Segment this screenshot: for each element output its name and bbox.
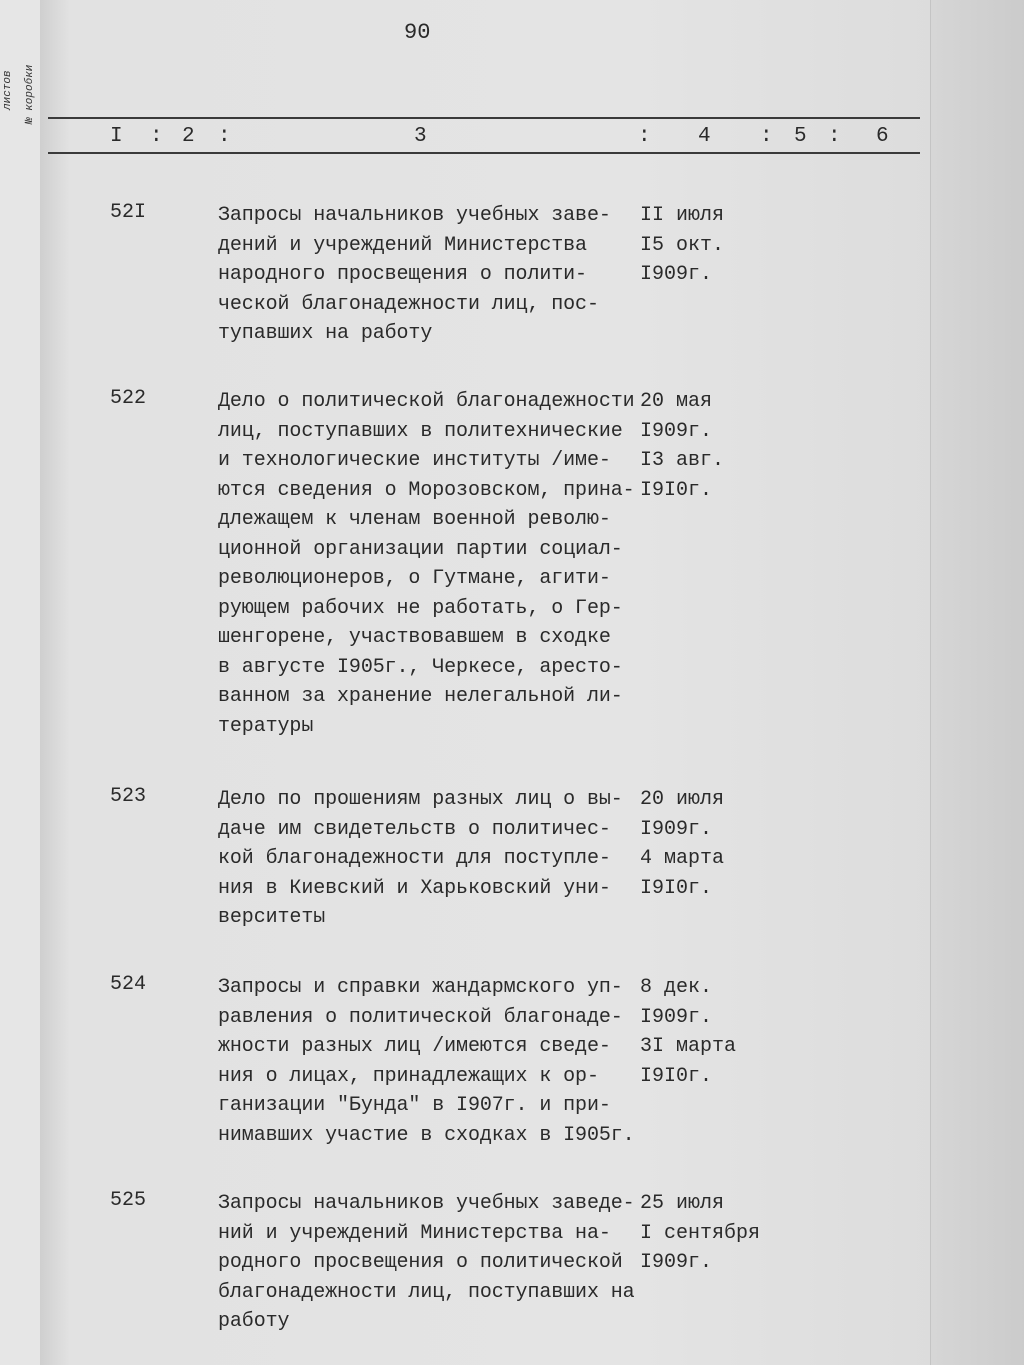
- description-line: равления о политической благонаде-: [218, 1005, 623, 1029]
- description-line: дений и учреждений Министерства: [218, 233, 587, 257]
- date-line: II июля: [640, 204, 725, 227]
- date-line: I909г.: [640, 419, 713, 443]
- column-header: I: [110, 125, 123, 148]
- description-line: кой благонадежности для поступле-: [218, 847, 611, 870]
- page-edge: [930, 0, 1024, 1365]
- description-line: ванном за хранение нелегальной ли-: [218, 685, 623, 708]
- description-line: революционеров, о Гутмане, агити-: [218, 567, 611, 590]
- entry-number: 523: [110, 785, 147, 808]
- description-line: длежащем к членам военной револю-: [218, 508, 611, 531]
- date-line: I9I0г.: [640, 876, 713, 900]
- date-line: I5 окт.: [640, 233, 725, 257]
- entry-description: [218, 201, 611, 349]
- description-line: ний и учреждений Министерства на-: [218, 1221, 611, 1245]
- description-line: Запросы начальников учебных заве-: [218, 204, 611, 227]
- entry-number: 524: [110, 973, 147, 996]
- box-number-label: № коробки: [24, 64, 36, 124]
- description-line: ния о лицах, принадлежащих к ор-: [218, 1064, 599, 1088]
- entry-dates: [640, 1189, 760, 1278]
- entry-dates: [640, 201, 724, 290]
- entry-description: [218, 973, 635, 1150]
- date-line: I909г.: [640, 1251, 713, 1274]
- description-line: ются сведения о Морозовском, прина-: [218, 478, 635, 502]
- entry-dates: [640, 973, 736, 1091]
- date-line: I909г.: [640, 263, 713, 286]
- entry-description: [218, 1189, 635, 1337]
- date-line: 20 июля: [640, 788, 725, 811]
- description-line: Дело о политической благонадежности: [218, 390, 635, 413]
- entry-dates: [640, 785, 724, 903]
- page-number: 90: [404, 20, 431, 45]
- description-line: даче им свидетельств о политичес-: [218, 817, 611, 841]
- description-line: Запросы и справки жандармского уп-: [218, 976, 623, 999]
- date-line: I9I0г.: [640, 1064, 713, 1088]
- date-line: 25 июля: [640, 1192, 725, 1215]
- description-line: тературы: [218, 714, 314, 738]
- sheets-label: листов: [2, 70, 14, 110]
- date-line: I909г.: [640, 817, 713, 841]
- column-separator: :: [150, 125, 163, 148]
- entry-number: 525: [110, 1189, 147, 1212]
- description-line: жности разных лиц /имеются сведе-: [218, 1035, 611, 1058]
- description-line: ционной организации партии социал-: [218, 537, 623, 561]
- margin-strip: [0, 0, 42, 1365]
- description-line: верситеты: [218, 906, 326, 929]
- description-line: народного просвещения о полити-: [218, 263, 587, 286]
- entry-number: 52I: [110, 201, 147, 224]
- column-header: 5: [794, 125, 807, 148]
- date-line: 3I марта: [640, 1035, 737, 1058]
- column-separator: :: [218, 125, 231, 148]
- description-line: тупавших на работу: [218, 322, 433, 345]
- date-line: I сентября: [640, 1221, 761, 1245]
- header-top-rule: [48, 117, 920, 119]
- column-header: 2: [182, 125, 195, 148]
- date-line: I9I0г.: [640, 478, 713, 502]
- entry-dates: [640, 387, 724, 505]
- column-header: 3: [414, 125, 427, 148]
- description-line: благонадежности лиц, поступавших на: [218, 1280, 635, 1304]
- description-line: Дело по прошениям разных лиц о вы-: [218, 788, 623, 811]
- description-line: ния в Киевский и Харьковский уни-: [218, 876, 611, 900]
- entry-description: [218, 387, 635, 741]
- description-line: работу: [218, 1310, 290, 1333]
- column-separator: :: [828, 125, 841, 148]
- column-header: 4: [698, 125, 711, 148]
- date-line: I909г.: [640, 1005, 713, 1029]
- description-line: рующем рабочих не работать, о Гер-: [218, 596, 623, 620]
- description-line: шенгорене, участвовавшем в сходке: [218, 626, 611, 649]
- description-line: лиц, поступавших в политехнические: [218, 419, 623, 443]
- entry-description: [218, 785, 623, 933]
- description-line: ческой благонадежности лиц, пос-: [218, 292, 599, 316]
- description-line: и технологические институты /име-: [218, 449, 611, 472]
- description-line: ганизации "Бунда" в I907г. и при-: [218, 1094, 611, 1117]
- description-line: в августе I905г., Черкесе, аресто-: [218, 655, 623, 679]
- column-header: 6: [876, 125, 889, 148]
- date-line: 8 дек.: [640, 976, 713, 999]
- description-line: Запросы начальников учебных заведе-: [218, 1192, 635, 1215]
- entry-number: 522: [110, 387, 147, 410]
- description-line: родного просвещения о политической: [218, 1251, 623, 1274]
- column-separator: :: [638, 125, 651, 148]
- column-separator: :: [760, 125, 773, 148]
- header-bottom-rule: [48, 152, 920, 154]
- date-line: 20 мая: [640, 390, 713, 413]
- description-line: нимавших участие в сходках в I905г.: [218, 1123, 635, 1147]
- date-line: I3 авг.: [640, 449, 725, 472]
- date-line: 4 марта: [640, 847, 725, 870]
